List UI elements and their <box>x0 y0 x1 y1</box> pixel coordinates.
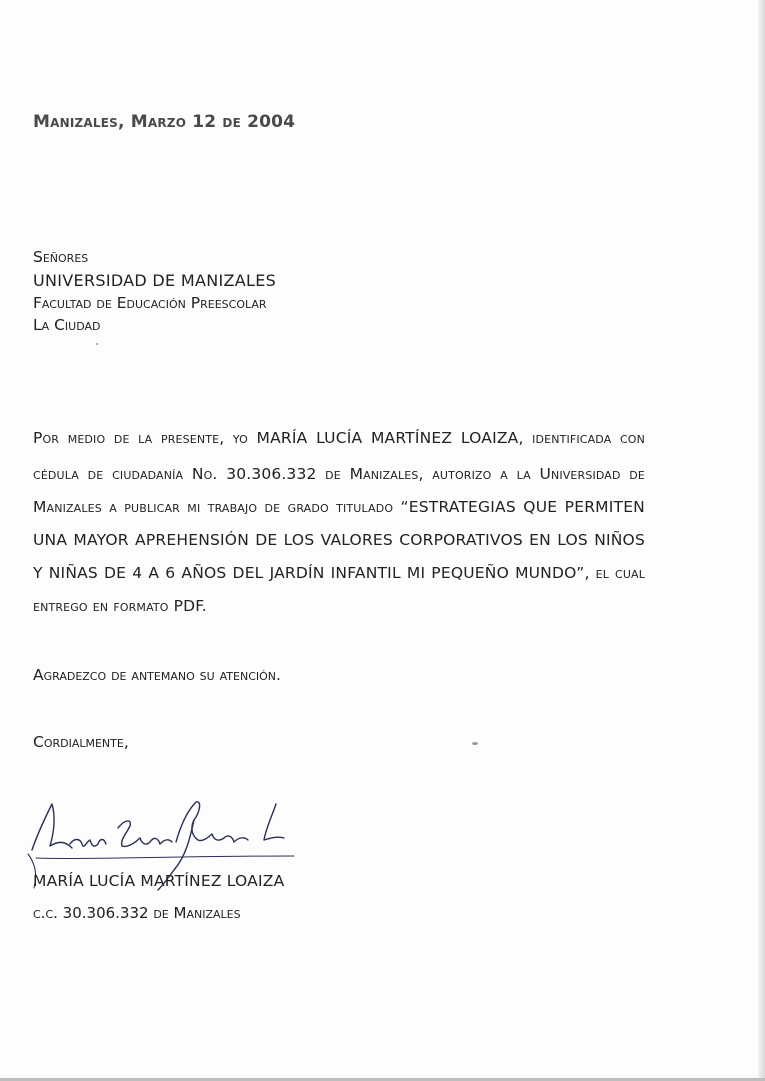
body-line-3 <box>33 498 645 516</box>
body-text: , el cual <box>584 564 645 582</box>
recipient-city: La Ciudad <box>33 316 101 334</box>
author-name: MARÍA LUCÍA MARTÍNEZ LOAIZA <box>256 429 519 447</box>
recipient-institution: UNIVERSIDAD DE MANIZALES <box>33 271 277 290</box>
body-line-6: entrego en formato PDF. <box>33 597 207 615</box>
body-text: Por medio de la presente, yo <box>33 429 257 447</box>
closing-line: Cordialmente, <box>33 733 129 751</box>
recipient-salutation: Señores <box>33 248 89 266</box>
signatory-id: c.c. 30.306.332 de Manizales <box>33 904 241 922</box>
body-line-4 <box>33 531 645 549</box>
scan-speck <box>472 742 478 745</box>
scan-edge-right <box>758 0 765 1081</box>
body-line-1 <box>33 429 645 447</box>
thesis-title-part: Y NIÑAS DE 4 A 6 AÑOS DEL JARDÍN INFANTIL MI PEQUEÑO MUNDO” <box>33 564 585 582</box>
thesis-title-part: “ESTRATEGIAS QUE PERMITEN <box>400 498 645 516</box>
thanks-line: Agradezco de antemano su atención. <box>33 666 281 684</box>
body-line-2: cédula de ciudadanía No. 30.306.332 de Manizales, autorizo a la Universidad de <box>33 465 645 483</box>
body-line-5 <box>33 564 645 582</box>
letter-date: Manizales, Marzo 12 de 2004 <box>33 112 296 132</box>
body-text: , identificada con <box>518 429 645 447</box>
signatory-name: MARÍA LUCÍA MARTÍNEZ LOAIZA <box>33 872 285 890</box>
recipient-faculty: Facultad de Educación Preescolar <box>33 294 267 312</box>
scan-speck <box>96 343 98 345</box>
body-text: Manizales a publicar mi trabajo de grado titulado <box>33 498 401 516</box>
thesis-title-part: UNA MAYOR APREHENSIÓN DE LOS VALORES CORPORATIVOS EN LOS NIÑOS <box>33 531 645 549</box>
